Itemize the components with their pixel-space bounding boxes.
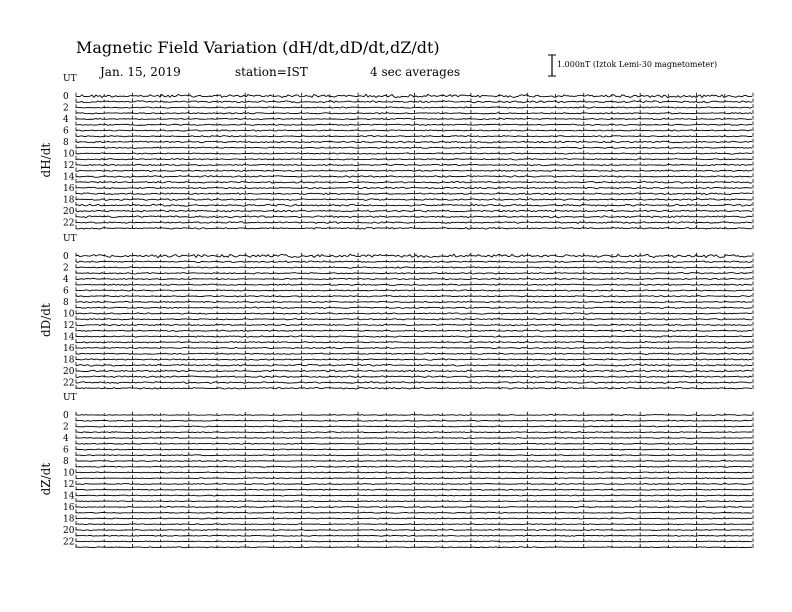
trace-line (76, 319, 752, 320)
hour-tick-label: 16 (63, 344, 75, 354)
hour-tick-label: 8 (63, 298, 69, 308)
trace-line (76, 199, 752, 201)
trace-line (76, 483, 752, 484)
trace-line (76, 524, 752, 525)
hour-tick-label: 6 (63, 286, 69, 297)
scale-bar (548, 55, 556, 76)
hour-tick-label: 22 (63, 378, 75, 389)
trace-line (76, 267, 752, 268)
trace-line (76, 438, 752, 439)
hour-tick-label: 12 (63, 480, 75, 490)
ut-axis-label: UT (63, 234, 77, 244)
ut-axis-label: UT (63, 74, 77, 84)
trace-line (76, 141, 752, 143)
hour-tick-label: 22 (63, 537, 75, 548)
trace-line (76, 478, 752, 479)
trace-line (76, 426, 752, 427)
trace-line (76, 472, 752, 473)
hour-tick-label: 22 (63, 218, 75, 229)
hour-tick-label: 12 (63, 161, 75, 171)
trace-line (76, 164, 752, 165)
trace-line (76, 506, 752, 507)
trace-line (76, 432, 752, 433)
trace-line (76, 193, 752, 195)
trace-line (76, 254, 752, 258)
trace-line (76, 227, 752, 229)
trace-line (76, 501, 752, 502)
trace-line (76, 382, 752, 384)
trace-line (76, 261, 752, 263)
hour-tick-label: 2 (63, 422, 69, 433)
trace-line (76, 541, 752, 542)
hour-tick-label: 4 (63, 434, 69, 444)
trace-line (76, 460, 752, 461)
hour-tick-label: 8 (63, 138, 69, 148)
station-label: station=IST (235, 65, 308, 79)
hour-tick-label: 18 (63, 355, 75, 366)
page-title: Magnetic Field Variation (dH/dt,dD/dt,dZ/dt) (76, 38, 440, 57)
trace-line (76, 153, 752, 154)
trace-line (76, 187, 752, 189)
trace-line (76, 124, 752, 125)
trace-line (76, 359, 752, 360)
trace-line (76, 518, 752, 519)
hour-tick-label: 20 (63, 367, 75, 377)
trace-line (76, 136, 752, 137)
hour-tick-label: 20 (63, 526, 75, 536)
trace-line (76, 376, 752, 378)
trace-line (76, 489, 752, 490)
trace-line (76, 170, 752, 171)
trace-line (76, 512, 752, 513)
panel-ylabel: dD/dt (39, 303, 53, 338)
trace-line (76, 495, 752, 496)
trace-line (76, 284, 752, 285)
averaging-label: 4 sec averages (370, 65, 461, 79)
trace-line (76, 118, 752, 119)
panel-ylabel: dH/dt (39, 142, 53, 178)
trace-line (76, 176, 752, 178)
trace-line (76, 330, 752, 331)
hour-tick-label: 18 (63, 514, 75, 525)
scale-bar-label: 1.000nT (Iztok Lemi-30 magnetometer) (557, 60, 718, 69)
hour-tick-label: 6 (63, 126, 69, 137)
hour-tick-label: 4 (63, 275, 69, 285)
hour-tick-label: 18 (63, 195, 75, 206)
trace-line (76, 301, 752, 302)
hour-tick-label: 8 (63, 457, 69, 467)
hour-tick-label: 20 (63, 207, 75, 217)
ut-axis-label: UT (63, 393, 77, 403)
hour-tick-label: 16 (63, 184, 75, 194)
hour-tick-label: 6 (63, 445, 69, 456)
trace-line (76, 324, 752, 325)
trace-line (76, 204, 752, 206)
trace-line (76, 370, 752, 372)
trace-line (76, 113, 752, 114)
trace-line (76, 107, 752, 108)
hour-tick-label: 2 (63, 103, 69, 114)
hour-tick-label: 2 (63, 263, 69, 274)
trace-line (76, 443, 752, 444)
trace-line (76, 414, 752, 415)
trace-line (76, 466, 752, 467)
hour-tick-label: 0 (63, 252, 69, 262)
hour-tick-label: 14 (63, 332, 75, 343)
panel-dD-dt (39, 234, 753, 389)
trace-line (76, 147, 752, 148)
trace-line (76, 530, 752, 531)
panel-dZ-dt (39, 393, 753, 548)
trace-line (76, 296, 752, 297)
trace-line (76, 130, 752, 131)
hour-tick-label: 4 (63, 115, 69, 125)
trace-line (76, 313, 752, 314)
trace-line (76, 547, 752, 548)
trace-line (76, 307, 752, 308)
hour-tick-label: 0 (63, 411, 69, 421)
trace-line (76, 101, 752, 103)
panel-dH-dt (39, 74, 753, 229)
trace-line (76, 336, 752, 337)
trace-line (76, 353, 752, 354)
hour-tick-label: 10 (63, 149, 75, 160)
trace-line (76, 222, 752, 224)
hour-tick-label: 10 (63, 309, 75, 320)
trace-line (76, 94, 752, 98)
trace-line (76, 449, 752, 450)
trace-line (76, 535, 752, 536)
trace-line (76, 181, 752, 183)
trace-line (76, 273, 752, 274)
trace-line (76, 364, 752, 366)
trace-line (76, 347, 752, 348)
trace-line (76, 216, 752, 218)
panel-ylabel: dZ/dt (39, 462, 53, 496)
trace-line (76, 455, 752, 456)
date-label: Jan. 15, 2019 (100, 65, 181, 79)
trace-line (76, 210, 752, 212)
hour-tick-label: 16 (63, 503, 75, 513)
hour-tick-label: 0 (63, 92, 69, 102)
hour-tick-label: 12 (63, 321, 75, 331)
trace-line (76, 342, 752, 343)
trace-line (76, 159, 752, 160)
hour-tick-label: 10 (63, 468, 75, 479)
trace-line (76, 387, 752, 389)
hour-tick-label: 14 (63, 172, 75, 183)
hour-tick-label: 14 (63, 491, 75, 502)
trace-line (76, 420, 752, 421)
trace-line (76, 278, 752, 279)
trace-line (76, 290, 752, 291)
